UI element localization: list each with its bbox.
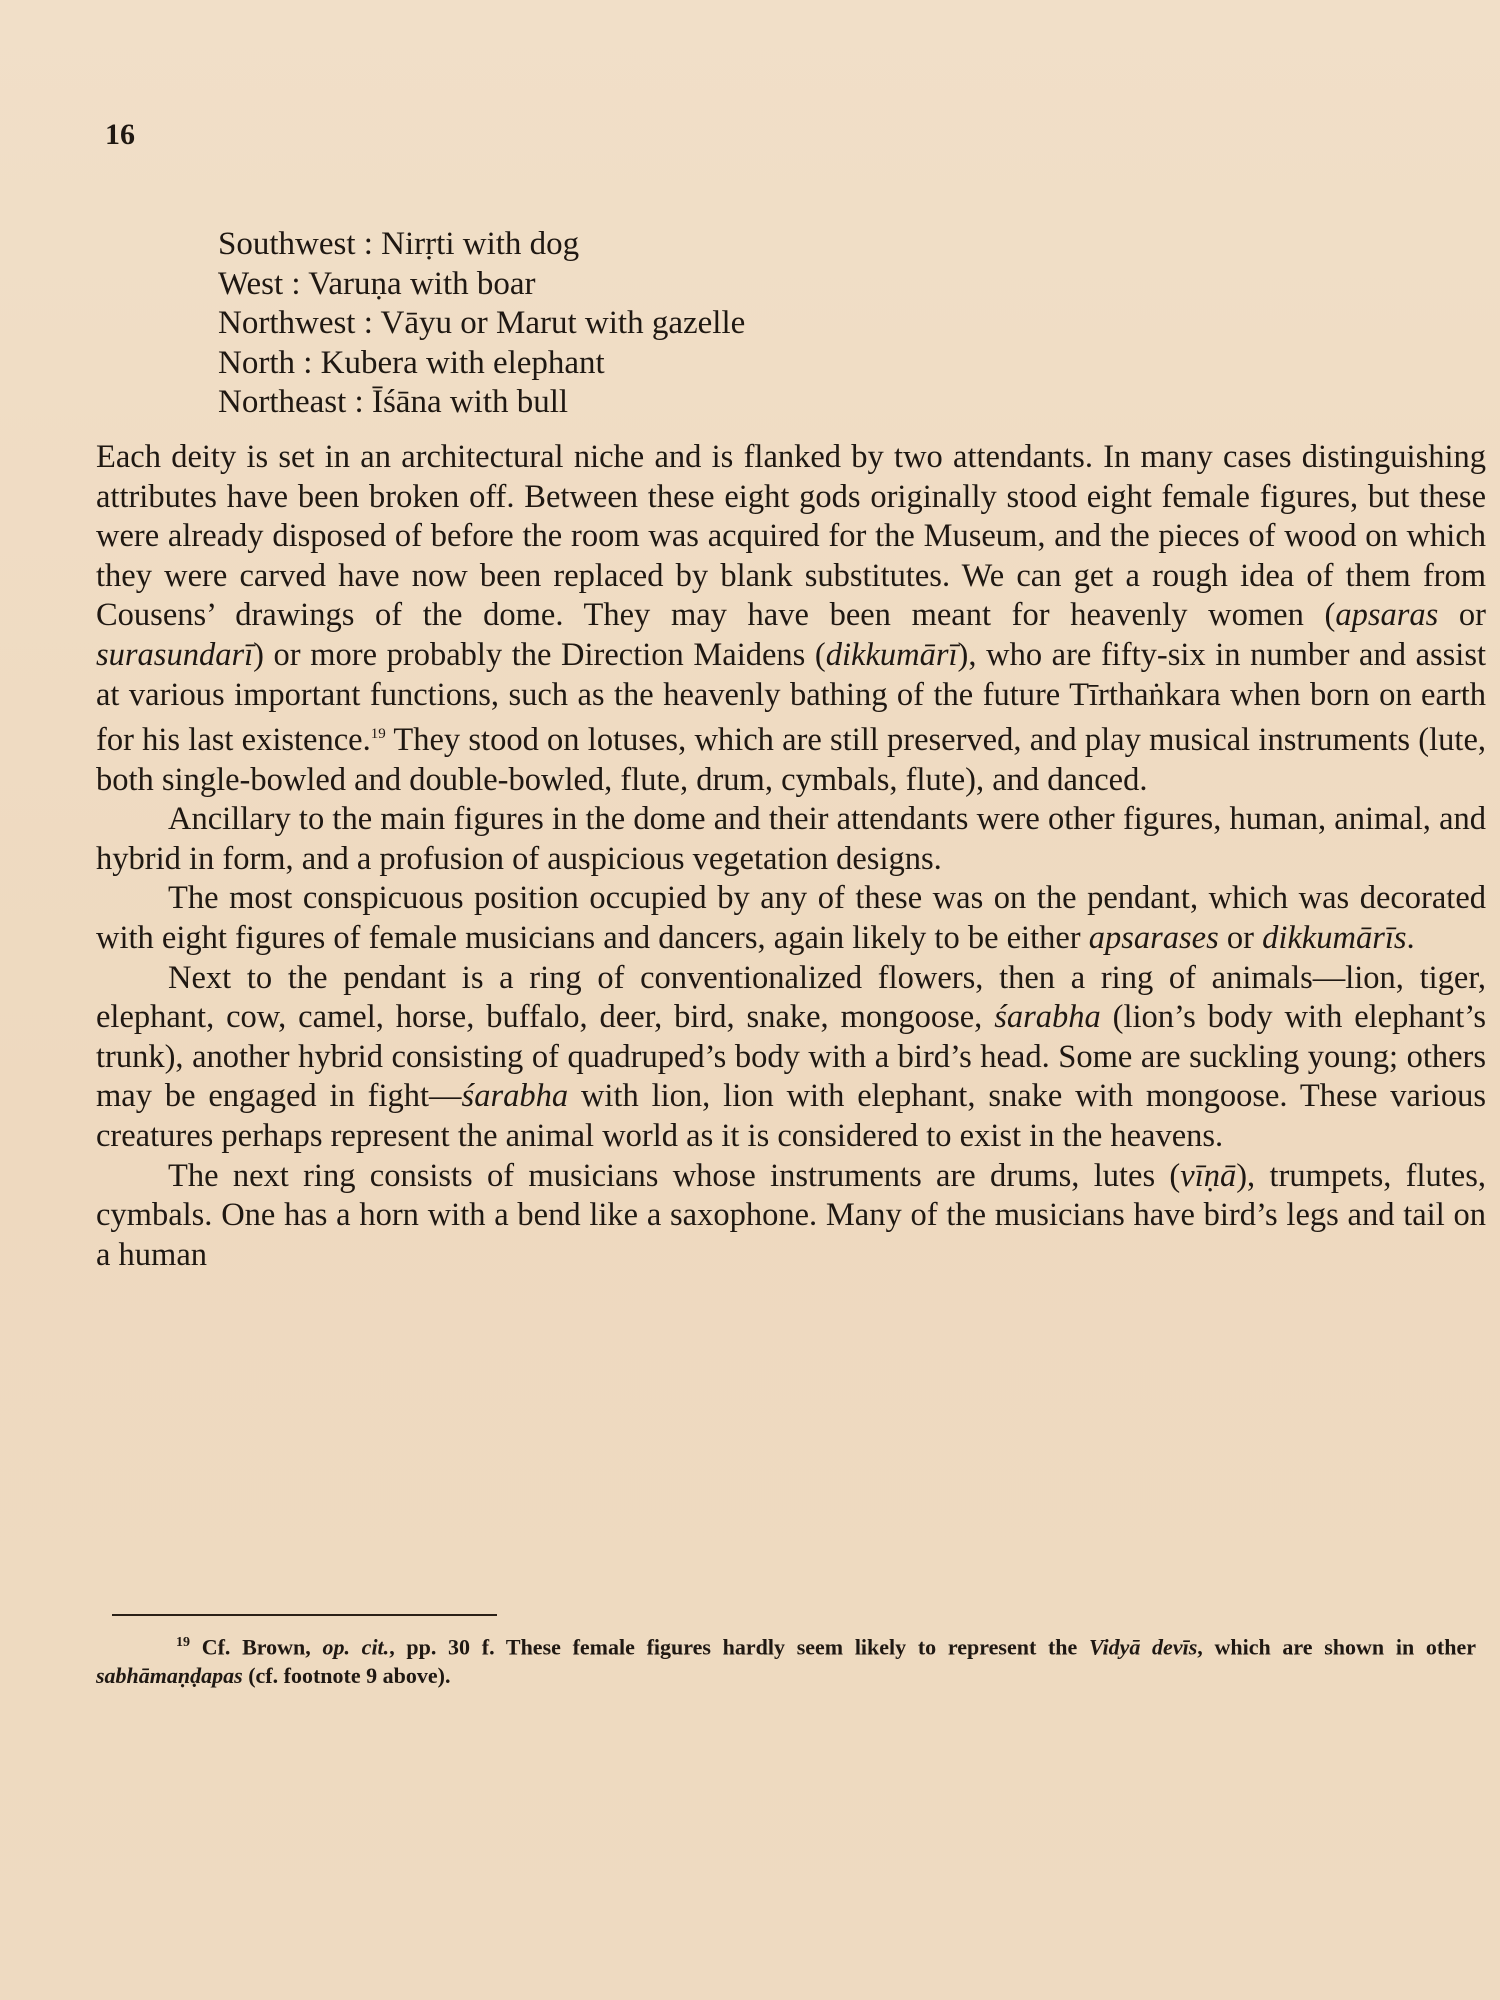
paragraph-3: The most conspicuous position occupied by any of these was on the pendant, which was decorated with eight figures of female musicians and dancers, again likely to be either apsarases or dikkumārīs. (96, 880, 1486, 956)
direction-item: Northwest : Vāyu or Marut with gazelle (218, 305, 746, 341)
body-text (96, 438, 1486, 1275)
direction-item: West : Varuṇa with boar (218, 265, 536, 302)
direction-item: Southwest : Nirṛti with dog (218, 226, 580, 262)
direction-item: Northeast : Īśāna with bull (218, 384, 569, 420)
paragraph-5: The next ring consists of musicians whose instruments are drums, lutes (vīṇā), trumpets, flutes, cymbals. One has a horn with a bend like a saxophone. Many of the musicians have bird’s legs and tail on a human (96, 1157, 1487, 1273)
direction-item: North : Kubera with elephant (218, 344, 605, 381)
footnote-divider (112, 1614, 497, 1616)
page-number: 16 (105, 118, 135, 151)
paragraph-2: Ancillary to the main figures in the dome and their attendants were other figures, human, animal, and hybrid in form, and a profusion of auspicious vegetation designs. (96, 801, 1486, 877)
paragraph-1: Each deity is set in an architectural niche and is flanked by two attendants. In many cases distinguishing attributes have been broken off. Between these eight gods originally stood eight female figures, but these were already disposed of before the room was acquired for the Museum, and the pieces of wood on which they were carved have now been replaced by blank substitutes. We can get a rough idea of them from Cousens’ drawings of the dome. They may have been meant for heavenly women (apsaras or surasundarī) or more probably the Direction Maidens (dikkumārī), who are fifty-six in number and assist at various important functions, such as the heavenly bathing of the future Tīrthaṅkara when born on earth for his last existence.$^{19}$ They stood on lotuses, which are still preserved, and play musical instruments (lute, both single-bowled and double-bowled, flute, drum, cymbals, flute), and danced. (96, 439, 1486, 798)
footnote: $^{19}$ Cf. Brown, op. cit., pp. 30 f. These female figures hardly seem likely to represent the Vidyā devīs, which are shown in other sabhāmaṇḍapas (cf. footnote 9 above). (96, 1634, 1476, 1689)
footnote-reference: 19 (370, 726, 386, 743)
direction-list (218, 225, 745, 423)
footnote-number: 19 (176, 1635, 190, 1650)
paragraph-4: Next to the pendant is a ring of conventionalized flowers, then a ring of animals—lion, tiger, elephant, cow, camel, horse, buffalo, deer, bird, snake, mongoose, śarabha (lion’s body with elephant’s trunk), another hybrid consisting of quadruped’s body with a bird’s head. Some are suckling young; others may be engaged in fight—śarabha with lion, lion with elephant, snake with mongoose. These various creatures perhaps represent the animal world as it is considered to exist in the heavens. (96, 959, 1486, 1154)
